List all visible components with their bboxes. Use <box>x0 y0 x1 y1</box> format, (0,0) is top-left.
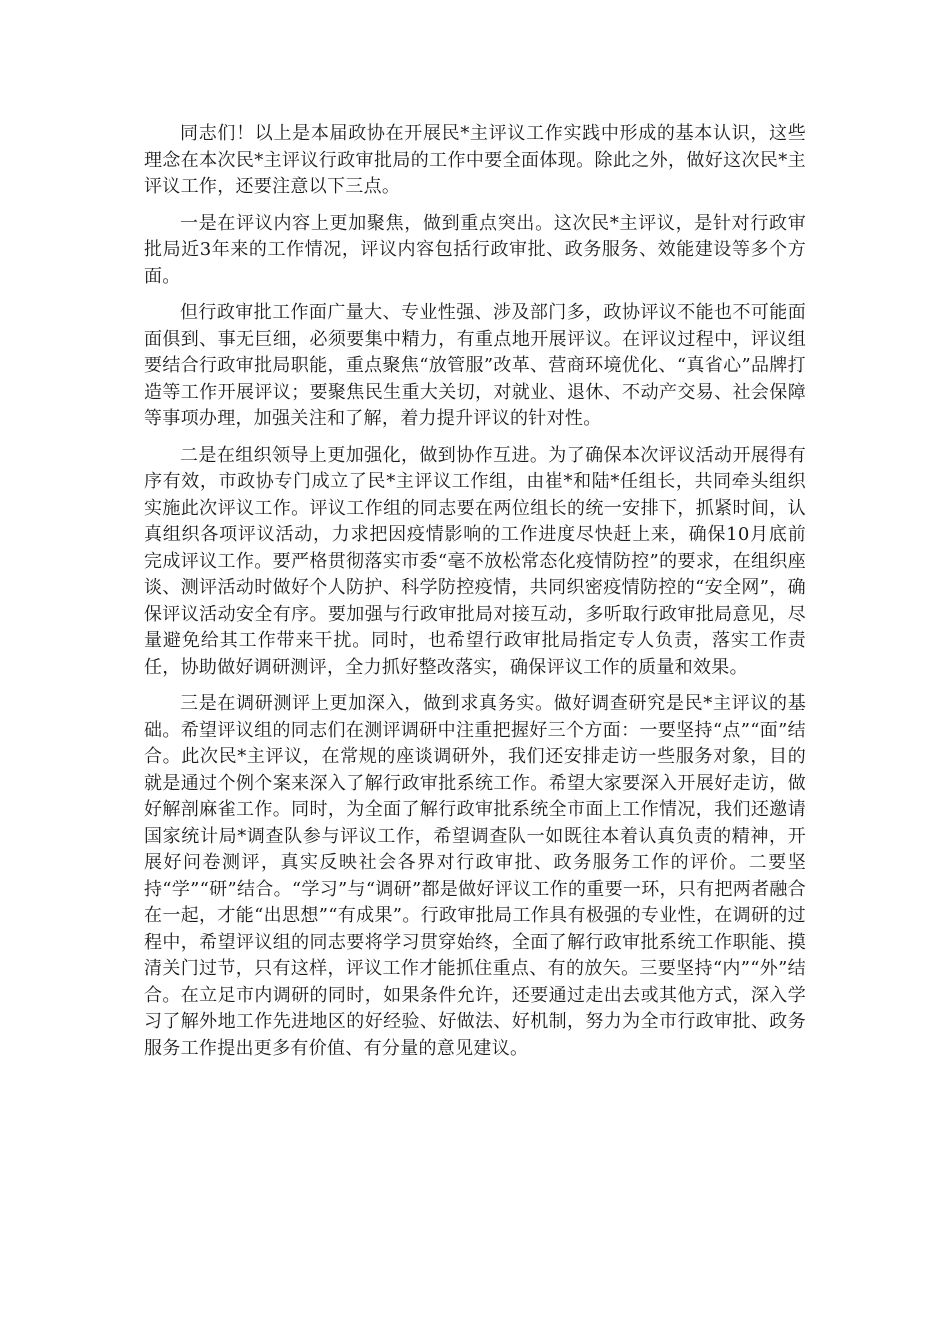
document-page <box>144 121 806 1072</box>
paragraph-point-three: 三是在调研测评上更加深入，做到求真务实。做好调查研究是民*主评议的基础。希望评议组的同志们在测评调研中注重把握好三个方面：一要坚持“点”“面”结合。此次民*主评议，在常规的座谈调研外，我们还安排走访一些服务对象，目的就是通过个例个案来深入了解行政审批系统工作。希望大家要深入开展好走访，做好解剖麻雀工作。同时，为全面了解行政审批系统全市面上工作情况，我们还邀请国家统计局*调查队参与评议工作，希望调查队一如既往本着认真负责的精神，开展好问卷测评，真实反映社会各界对行政审批、政务服务工作的评价。二要坚持“学”“研”结合。“学习”与“调研”都是做好评议工作的重要一环，只有把两者融合在一起，才能“出思想”“有成果”。行政审批局工作具有极强的专业性，在调研的过程中，希望评议组的同志要将学习贯穿始终，全面了解行政审批系统工作职能、摸清关门过节，只有这样，评议工作才能抓住重点、有的放矢。三要坚持“内”“外”结合。在立足市内调研的同时，如果条件允许，还要通过走出去或其他方式，深入学习了解外地工作先进地区的好经验、好做法、好机制，努力为全市行政审批、政务服务工作提出更多有价值、有分量的意见建议。 <box>144 693 806 1059</box>
paragraph-point-two: 二是在组织领导上更加强化，做到协作互进。为了确保本次评议活动开展得有序有效，市政协专门成立了民*主评议工作组，由崔*和陆*任组长，共同牵头组织实施此次评议工作。评议工作组的同志要在两位组长的统一安排下，抓紧时间，认真组织各项评议活动，力求把因疫情影响的工作进度尽快赶上来，确保10月底前完成评议工作。要严格贯彻落实市委“毫不放松常态化疫情防控”的要求，在组织座谈、测评活动时做好个人防护、科学防控疫情，共同织密疫情防控的“安全网”，确保评议活动安全有序。要加强与行政审批局对接互动，多听取行政审批局意见，尽量避免给其工作带来干扰。同时，也希望行政审批局指定专人负责，落实工作责任，协助做好调研测评，全力抓好整改落实，确保评议工作的质量和效果。 <box>144 444 806 678</box>
paragraph-point-one-detail: 但行政审批工作面广量大、专业性强、涉及部门多，政协评议不能也不可能面面俱到、事无巨细，必须要集中精力，有重点地开展评议。在评议过程中，评议组要结合行政审批局职能，重点聚焦“放管服”改革、营商环境优化、“真省心”品牌打造等工作开展评议；要聚焦民生重大关切，对就业、退休、不动产交易、社会保障等事项办理，加强关注和了解，着力提升评议的针对性。 <box>144 302 806 429</box>
paragraph-intro: 同志们！以上是本届政协在开展民*主评议工作实践中形成的基本认识，这些理念在本次民*主评议行政审批局的工作中要全面体现。除此之外，做好这次民*主评议工作，还要注意以下三点。 <box>144 123 806 197</box>
paragraph-point-one: 一是在评议内容上更加聚焦，做到重点突出。这次民*主评议，是针对行政审批局近3年来的工作情况，评议内容包括行政审批、政务服务、效能建设等多个方面。 <box>144 212 806 287</box>
